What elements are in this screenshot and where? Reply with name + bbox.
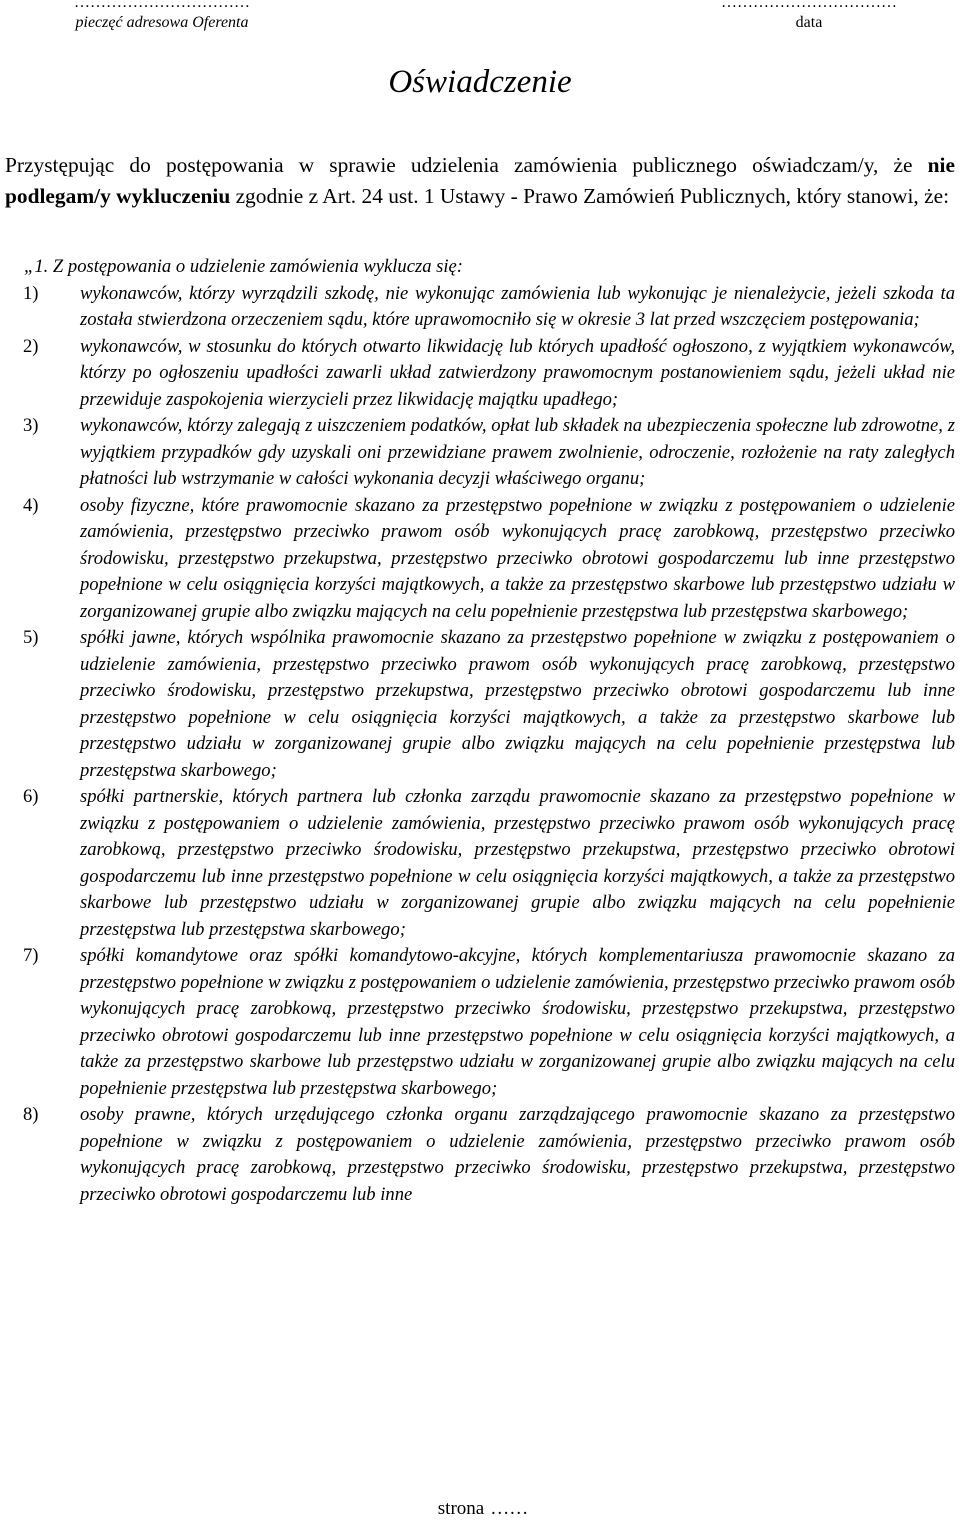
list-item-number: 5) [23, 627, 39, 648]
header-row [0, 0, 960, 34]
list-item [5, 413, 955, 493]
list-item-text: osoby fizyczne, które prawomocnie skazano za przestępstwo popełnione w związku z postępowaniem o udzielenie zamówienia, przestępstwo przeciwko prawom osób wykonujących pracę zarobkową, przestępstwo przeciwko środowisku, przestępstwo przekupstwa, przestępstwo przeciwko obrotowi gospodarczemu lub inne przestępstwo popełnione w celu osiągnięcia korzyści majątkowych, a także za przestępstwo skarbowe lub przestępstwo udziału w zorganizowanej grupie albo związku mających na celu popełnienie przestępstwa lub przestępstwa skarbowego; [80, 494, 955, 622]
list-item-number: 4) [23, 494, 39, 516]
quoted-article-section [5, 254, 955, 1208]
list-item-text: wykonawców, którzy wyrządzili szkodę, nie wykonując zamówienia lub wykonując je nienależycie, jeżeli szkoda ta została stwierdzona orzeczeniem sądu, które uprawomocniło się w okresie 3 lat przed wszczęciem postępowania; [80, 282, 955, 330]
list-item-text: spółki partnerskie, których partnera lub członka zarządu prawomocnie skazano za przestępstwo popełnione w związku z postępowaniem o udzielenie zamówienia, przestępstwo przeciwko prawom osób wykonujących pracę zarobkową, przestępstwo przeciwko środowisku, przestępstwo przekupstwa, przestępstwo przeciwko obrotowi gospodarczemu lub inne przestępstwo popełnione w celu osiągnięcia korzyści majątkowych, a także za przestępstwo skarbowe lub przestępstwo udziału w zorganizowanej grupie albo związku mających na celu popełnienie przestępstwa lub przestępstwa skarbowego; [80, 786, 955, 940]
intro-text-part1: Przystępując do postępowania w sprawie udzielenia zamówienia publicznego oświadczam/y, że [5, 153, 928, 177]
date-dots: …………………………… [721, 0, 897, 11]
list-item-text: wykonawców, którzy zalegają z uiszczeniem podatków, opłat lub składek na ubezpieczenia społeczne lub zdrowotne, z wyjątkiem przypadków gdy uzyskali oni przewidziane prawem zwolnienie, odroczenie, rozłożenie na raty zaległych płatności lub wstrzymanie w całości wykonania decyzji właściwego organu; [80, 415, 955, 489]
page-number-label: strona [437, 1498, 485, 1519]
list-item [5, 281, 955, 334]
list-item-text: wykonawców, w stosunku do których otwarto likwidację lub których upadłość ogłoszono, z wyjątkiem wykonawców, którzy po ogłoszeniu upadłości zawarli układ zatwierdzony prawomocnym postanowieniem sądu, jeżeli układ nie przewiduje zaspokojenia wierzycieli przez likwidację majątku upadłego; [80, 335, 955, 410]
list-item-number: 8) [23, 1104, 39, 1125]
exclusion-list [5, 281, 955, 1209]
intro-paragraph [5, 150, 955, 211]
list-item [5, 334, 955, 414]
date-label: data [795, 14, 823, 31]
section-heading: „1. Z postępowania o udzielenie zamówienia wyklucza się: [24, 256, 463, 277]
intro-bold-text: nie podlegam/y wykluczeniu [5, 153, 955, 208]
date-block [668, 0, 950, 32]
sender-stamp-label: pieczęć adresowa Oferenta [75, 14, 249, 31]
list-item [5, 784, 955, 943]
list-item-number: 6) [23, 786, 39, 807]
list-item-number: 7) [23, 945, 39, 966]
list-item-number: 2) [23, 335, 39, 357]
document-title: Oświadczenie [388, 64, 572, 100]
list-item [5, 625, 955, 784]
list-item-number: 1) [23, 282, 39, 304]
list-item-text: osoby prawne, których urzędującego członka organu zarządzającego prawomocnie skazano za przestępstwo popełnione w związku z postępowaniem o udzielenie zamówienia, przestępstwo przeciwko prawom osób wykonujących pracę zarobkową, przestępstwo przeciwko środowisku, przestępstwo przekupstwa, przestępstwo przeciwko obrotowi gospodarczemu lub inne [80, 1104, 955, 1205]
list-item-text: spółki jawne, których wspólnika prawomocnie skazano za przestępstwo popełnione w związku z postępowaniem o udzielenie zamówienia, przestępstwo przeciwko prawom osób wykonujących pracę zarobkową, przestępstwo przeciwko środowisku, przestępstwo przekupstwa, przestępstwo przeciwko obrotowi gospodarczemu lub inne przestępstwo popełnione w celu osiągnięcia korzyści majątkowych, a także za przestępstwo skarbowe lub przestępstwo udziału w zorganizowanej grupie albo związku mających na celu popełnienie przestępstwa lub przestępstwa skarbowego; [80, 627, 955, 781]
list-item-text: spółki komandytowe oraz spółki komandytowo-akcyjne, których komplementariusza prawomocnie skazano za przestępstwo popełnione w związku z postępowaniem o udzielenie zamówienia, przestępstwo przeciwko prawom osób wykonujących pracę zarobkową, przestępstwo przeciwko środowisku, przestępstwo przekupstwa, przestępstwo przeciwko obrotowi gospodarczemu lub inne przestępstwo popełnione w celu osiągnięcia korzyści majątkowych, a także za przestępstwo skarbowe lub przestępstwo udziału w zorganizowanej grupie albo związku mających na celu popełnienie przestępstwa lub przestępstwa skarbowego; [80, 945, 955, 1099]
list-item [5, 1102, 955, 1208]
intro-text-part2: zgodnie z Art. 24 ust. 1 Ustawy - Prawo Zamówień Publicznych, który stanowi, że: [230, 183, 950, 208]
sender-stamp-dots: …………………………… [74, 0, 250, 11]
page-footer [0, 1497, 960, 1521]
list-item-number: 3) [23, 415, 39, 436]
sender-stamp-block [36, 0, 288, 32]
list-item [5, 493, 955, 626]
page-number-dots: …… [490, 1498, 529, 1519]
list-item [5, 943, 955, 1102]
